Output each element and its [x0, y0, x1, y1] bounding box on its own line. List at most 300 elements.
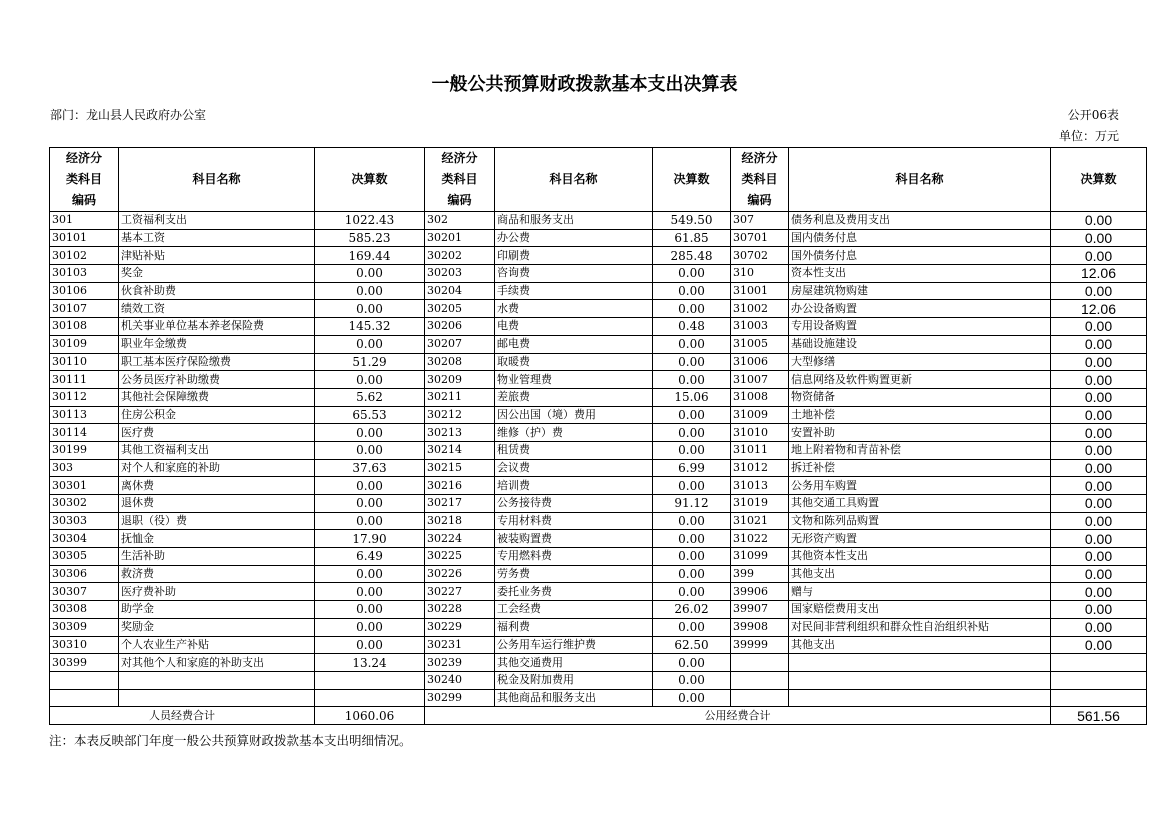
table-header-row: [50, 148, 1147, 212]
name-cell: [119, 689, 315, 707]
name-cell: [789, 689, 1051, 707]
code-cell: 30305: [50, 548, 119, 566]
code-cell: [50, 671, 119, 689]
code-cell: 301: [50, 212, 119, 230]
expenditure-table: [49, 147, 1147, 725]
name-cell: 资本性支出: [789, 265, 1051, 283]
header-amount: 决算数: [1051, 148, 1147, 212]
name-cell: 无形资产购置: [789, 530, 1051, 548]
code-cell: 30102: [50, 247, 119, 265]
amount-cell: 0.00: [1051, 318, 1147, 336]
amount-cell: 0.00: [1051, 212, 1147, 230]
name-cell: 委托业务费: [495, 583, 653, 601]
amount-cell: 0.00: [1051, 601, 1147, 619]
amount-cell: [1051, 654, 1147, 672]
code-cell: 30701: [731, 229, 789, 247]
amount-cell: 0.00: [315, 282, 425, 300]
table-row: [50, 300, 1147, 318]
code-cell: 30229: [425, 618, 495, 636]
name-cell: 物业管理费: [495, 371, 653, 389]
table-row: [50, 601, 1147, 619]
amount-cell: 0.00: [1051, 353, 1147, 371]
amount-cell: [315, 671, 425, 689]
name-cell: 国家赔偿费用支出: [789, 601, 1051, 619]
code-cell: 30203: [425, 265, 495, 283]
code-cell: 30306: [50, 565, 119, 583]
code-cell: 30213: [425, 424, 495, 442]
code-cell: 31021: [731, 512, 789, 530]
name-cell: 维修（护）费: [495, 424, 653, 442]
name-cell: 电费: [495, 318, 653, 336]
code-cell: 30225: [425, 548, 495, 566]
amount-cell: 0.00: [315, 495, 425, 513]
table-row: [50, 565, 1147, 583]
amount-cell: 0.00: [315, 441, 425, 459]
amount-cell: 0.00: [315, 565, 425, 583]
code-cell: 307: [731, 212, 789, 230]
code-cell: 31005: [731, 335, 789, 353]
header-code: 经济分 类科目 编码: [50, 148, 119, 212]
code-cell: 30308: [50, 601, 119, 619]
amount-cell: 0.00: [653, 335, 731, 353]
code-cell: [731, 671, 789, 689]
amount-cell: 0.00: [653, 654, 731, 672]
code-cell: 30215: [425, 459, 495, 477]
table-row: [50, 512, 1147, 530]
name-cell: 福利费: [495, 618, 653, 636]
code-cell: 399: [731, 565, 789, 583]
table-row: [50, 424, 1147, 442]
name-cell: 其他工资福利支出: [119, 441, 315, 459]
code-cell: 30240: [425, 671, 495, 689]
name-cell: 住房公积金: [119, 406, 315, 424]
amount-cell: 0.00: [653, 583, 731, 601]
table-code: 公开06表: [1067, 108, 1119, 122]
unit-label: 单位：万元: [1058, 129, 1119, 143]
name-cell: 地上附着物和青苗补偿: [789, 441, 1051, 459]
code-cell: 31002: [731, 300, 789, 318]
name-cell: 其他支出: [789, 636, 1051, 654]
amount-cell: 0.00: [315, 265, 425, 283]
amount-cell: 549.50: [653, 212, 731, 230]
header-code: 经济分 类科目 编码: [425, 148, 495, 212]
name-cell: 办公费: [495, 229, 653, 247]
name-cell: 债务利息及费用支出: [789, 212, 1051, 230]
amount-cell: 585.23: [315, 229, 425, 247]
amount-cell: 0.00: [1051, 282, 1147, 300]
public-total-label: 公用经费合计: [425, 707, 1051, 725]
code-cell: 30108: [50, 318, 119, 336]
name-cell: 邮电费: [495, 335, 653, 353]
code-cell: 31006: [731, 353, 789, 371]
amount-cell: 0.00: [1051, 424, 1147, 442]
code-cell: 30205: [425, 300, 495, 318]
name-cell: 其他资本性支出: [789, 548, 1051, 566]
name-cell: 差旅费: [495, 388, 653, 406]
code-cell: 30110: [50, 353, 119, 371]
amount-cell: 12.06: [1051, 265, 1147, 283]
code-cell: [731, 689, 789, 707]
code-cell: 30112: [50, 388, 119, 406]
amount-cell: 0.00: [315, 583, 425, 601]
name-cell: 医疗费: [119, 424, 315, 442]
amount-cell: 0.00: [653, 371, 731, 389]
name-cell: 职业年金缴费: [119, 335, 315, 353]
table-row: [50, 406, 1147, 424]
table-row: [50, 282, 1147, 300]
name-cell: [789, 671, 1051, 689]
code-cell: [50, 689, 119, 707]
name-cell: 安置补助: [789, 424, 1051, 442]
amount-cell: 0.00: [1051, 512, 1147, 530]
name-cell: 公务员医疗补助缴费: [119, 371, 315, 389]
code-cell: 31019: [731, 495, 789, 513]
name-cell: 助学金: [119, 601, 315, 619]
amount-cell: 0.00: [653, 548, 731, 566]
amount-cell: 0.00: [653, 424, 731, 442]
name-cell: 绩效工资: [119, 300, 315, 318]
amount-cell: 0.00: [315, 371, 425, 389]
amount-cell: 6.49: [315, 548, 425, 566]
code-cell: 30239: [425, 654, 495, 672]
name-cell: 生活补助: [119, 548, 315, 566]
name-cell: 房屋建筑物购建: [789, 282, 1051, 300]
amount-cell: 0.00: [1051, 495, 1147, 513]
amount-cell: [315, 689, 425, 707]
code-cell: 30303: [50, 512, 119, 530]
table-row: [50, 388, 1147, 406]
amount-cell: 5.62: [315, 388, 425, 406]
header-name: 科目名称: [495, 148, 653, 212]
name-cell: 其他支出: [789, 565, 1051, 583]
name-cell: 租赁费: [495, 441, 653, 459]
code-cell: 31003: [731, 318, 789, 336]
name-cell: 信息网络及软件购置更新: [789, 371, 1051, 389]
amount-cell: 0.00: [315, 601, 425, 619]
code-cell: 30199: [50, 441, 119, 459]
amount-cell: 0.00: [1051, 247, 1147, 265]
code-cell: 30209: [425, 371, 495, 389]
amount-cell: 0.00: [315, 335, 425, 353]
amount-cell: 0.00: [315, 300, 425, 318]
code-cell: 30231: [425, 636, 495, 654]
code-cell: 30304: [50, 530, 119, 548]
amount-cell: 0.00: [1051, 229, 1147, 247]
code-cell: 39908: [731, 618, 789, 636]
department-label: 部门：龙山县人民政府办公室: [50, 108, 207, 122]
code-cell: 30228: [425, 601, 495, 619]
name-cell: 伙食补助费: [119, 282, 315, 300]
name-cell: 对其他个人和家庭的补助支出: [119, 654, 315, 672]
name-cell: 专用燃料费: [495, 548, 653, 566]
amount-cell: 15.06: [653, 388, 731, 406]
table-row: [50, 689, 1147, 707]
code-cell: 30227: [425, 583, 495, 601]
amount-cell: 0.00: [315, 512, 425, 530]
amount-cell: 37.63: [315, 459, 425, 477]
code-cell: 31007: [731, 371, 789, 389]
code-cell: 31009: [731, 406, 789, 424]
code-cell: 31012: [731, 459, 789, 477]
name-cell: 赠与: [789, 583, 1051, 601]
name-cell: 个人农业生产补贴: [119, 636, 315, 654]
code-cell: 31099: [731, 548, 789, 566]
name-cell: 物资储备: [789, 388, 1051, 406]
code-cell: 30702: [731, 247, 789, 265]
name-cell: 文物和陈列品购置: [789, 512, 1051, 530]
personnel-total-value: 1060.06: [315, 707, 425, 725]
name-cell: 公务用车运行维护费: [495, 636, 653, 654]
name-cell: 水费: [495, 300, 653, 318]
header-amount: 决算数: [315, 148, 425, 212]
code-cell: 30111: [50, 371, 119, 389]
name-cell: 对个人和家庭的补助: [119, 459, 315, 477]
name-cell: 其他交通工具购置: [789, 495, 1051, 513]
amount-cell: 0.00: [1051, 530, 1147, 548]
amount-cell: 0.00: [1051, 441, 1147, 459]
amount-cell: 0.00: [315, 424, 425, 442]
table-row: [50, 247, 1147, 265]
code-cell: 31010: [731, 424, 789, 442]
code-cell: 30204: [425, 282, 495, 300]
name-cell: 取暖费: [495, 353, 653, 371]
code-cell: 31008: [731, 388, 789, 406]
table-row: [50, 265, 1147, 283]
amount-cell: 0.00: [1051, 548, 1147, 566]
name-cell: 拆迁补偿: [789, 459, 1051, 477]
amount-cell: 0.00: [1051, 388, 1147, 406]
code-cell: [731, 654, 789, 672]
amount-cell: 0.00: [653, 689, 731, 707]
name-cell: 工会经费: [495, 601, 653, 619]
code-cell: 30202: [425, 247, 495, 265]
code-cell: 30218: [425, 512, 495, 530]
amount-cell: 0.00: [1051, 406, 1147, 424]
code-cell: 30301: [50, 477, 119, 495]
table-row: [50, 318, 1147, 336]
name-cell: 津贴补贴: [119, 247, 315, 265]
table-row: [50, 671, 1147, 689]
name-cell: 商品和服务支出: [495, 212, 653, 230]
name-cell: 工资福利支出: [119, 212, 315, 230]
code-cell: 31001: [731, 282, 789, 300]
name-cell: 公务接待费: [495, 495, 653, 513]
amount-cell: 62.50: [653, 636, 731, 654]
code-cell: 30107: [50, 300, 119, 318]
code-cell: 30307: [50, 583, 119, 601]
table-row: [50, 583, 1147, 601]
name-cell: 基本工资: [119, 229, 315, 247]
amount-cell: 0.00: [1051, 335, 1147, 353]
name-cell: 职工基本医疗保险缴费: [119, 353, 315, 371]
code-cell: 30211: [425, 388, 495, 406]
code-cell: 30208: [425, 353, 495, 371]
amount-cell: 169.44: [315, 247, 425, 265]
amount-cell: 0.00: [1051, 459, 1147, 477]
amount-cell: 61.85: [653, 229, 731, 247]
amount-cell: 0.00: [653, 353, 731, 371]
table-row: [50, 441, 1147, 459]
code-cell: 39999: [731, 636, 789, 654]
amount-cell: 1022.43: [315, 212, 425, 230]
table-row: [50, 636, 1147, 654]
amount-cell: 0.00: [653, 618, 731, 636]
name-cell: 因公出国（境）费用: [495, 406, 653, 424]
name-cell: [119, 671, 315, 689]
name-cell: 国内债务付息: [789, 229, 1051, 247]
code-cell: 30216: [425, 477, 495, 495]
code-cell: 30206: [425, 318, 495, 336]
code-cell: 31013: [731, 477, 789, 495]
table-row: [50, 495, 1147, 513]
code-cell: 310: [731, 265, 789, 283]
name-cell: 对民间非营利组织和群众性自治组织补贴: [789, 618, 1051, 636]
name-cell: 培训费: [495, 477, 653, 495]
amount-cell: 0.00: [653, 477, 731, 495]
code-cell: 30103: [50, 265, 119, 283]
code-cell: 30106: [50, 282, 119, 300]
amount-cell: 0.00: [1051, 477, 1147, 495]
code-cell: 30101: [50, 229, 119, 247]
header-amount: 决算数: [653, 148, 731, 212]
table-row: [50, 477, 1147, 495]
table-row: [50, 212, 1147, 230]
code-cell: 30299: [425, 689, 495, 707]
name-cell: 救济费: [119, 565, 315, 583]
amount-cell: 0.00: [653, 565, 731, 583]
personnel-total-label: 人员经费合计: [50, 707, 315, 725]
amount-cell: 0.00: [653, 530, 731, 548]
name-cell: 专用材料费: [495, 512, 653, 530]
name-cell: 医疗费补助: [119, 583, 315, 601]
name-cell: 公务用车购置: [789, 477, 1051, 495]
amount-cell: 13.24: [315, 654, 425, 672]
footnote: 注：本表反映部门年度一般公共预算财政拨款基本支出明细情况。: [49, 733, 412, 748]
name-cell: 离休费: [119, 477, 315, 495]
header-name: 科目名称: [119, 148, 315, 212]
header-code: 经济分 类科目 编码: [731, 148, 789, 212]
amount-cell: 0.00: [1051, 565, 1147, 583]
table-row: [50, 459, 1147, 477]
code-cell: 30310: [50, 636, 119, 654]
name-cell: 土地补偿: [789, 406, 1051, 424]
code-cell: 30226: [425, 565, 495, 583]
name-cell: 专用设备购置: [789, 318, 1051, 336]
name-cell: 劳务费: [495, 565, 653, 583]
name-cell: 会议费: [495, 459, 653, 477]
amount-cell: 65.53: [315, 406, 425, 424]
code-cell: 30302: [50, 495, 119, 513]
code-cell: 30214: [425, 441, 495, 459]
name-cell: 国外债务付息: [789, 247, 1051, 265]
amount-cell: 0.00: [653, 265, 731, 283]
totals-row: [50, 707, 1147, 725]
name-cell: 其他社会保障缴费: [119, 388, 315, 406]
name-cell: 退职（役）费: [119, 512, 315, 530]
table-row: [50, 335, 1147, 353]
name-cell: 印刷费: [495, 247, 653, 265]
name-cell: 咨询费: [495, 265, 653, 283]
name-cell: 税金及附加费用: [495, 671, 653, 689]
amount-cell: 0.00: [1051, 371, 1147, 389]
name-cell: 办公设备购置: [789, 300, 1051, 318]
code-cell: 30309: [50, 618, 119, 636]
amount-cell: 51.29: [315, 353, 425, 371]
code-cell: 30114: [50, 424, 119, 442]
name-cell: 被装购置费: [495, 530, 653, 548]
table-row: [50, 548, 1147, 566]
amount-cell: 0.48: [653, 318, 731, 336]
name-cell: 退休费: [119, 495, 315, 513]
amount-cell: 17.90: [315, 530, 425, 548]
amount-cell: 0.00: [1051, 583, 1147, 601]
amount-cell: 0.00: [653, 406, 731, 424]
code-cell: 31011: [731, 441, 789, 459]
name-cell: 基础设施建设: [789, 335, 1051, 353]
amount-cell: [1051, 671, 1147, 689]
amount-cell: 0.00: [315, 477, 425, 495]
name-cell: 其他商品和服务支出: [495, 689, 653, 707]
name-cell: 手续费: [495, 282, 653, 300]
table-row: [50, 618, 1147, 636]
table-row: [50, 229, 1147, 247]
amount-cell: 0.00: [653, 671, 731, 689]
name-cell: 机关事业单位基本养老保险费: [119, 318, 315, 336]
code-cell: 30207: [425, 335, 495, 353]
name-cell: 大型修缮: [789, 353, 1051, 371]
amount-cell: 0.00: [653, 300, 731, 318]
table-row: [50, 530, 1147, 548]
code-cell: 30399: [50, 654, 119, 672]
amount-cell: 0.00: [653, 282, 731, 300]
table-row: [50, 353, 1147, 371]
amount-cell: [1051, 689, 1147, 707]
page-title: 一般公共预算财政拨款基本支出决算表: [431, 74, 738, 95]
amount-cell: 0.00: [315, 618, 425, 636]
code-cell: 30212: [425, 406, 495, 424]
amount-cell: 0.00: [1051, 618, 1147, 636]
code-cell: 30217: [425, 495, 495, 513]
amount-cell: 26.02: [653, 601, 731, 619]
code-cell: 39907: [731, 601, 789, 619]
code-cell: 39906: [731, 583, 789, 601]
name-cell: 抚恤金: [119, 530, 315, 548]
code-cell: 30113: [50, 406, 119, 424]
code-cell: 302: [425, 212, 495, 230]
name-cell: 奖励金: [119, 618, 315, 636]
amount-cell: 0.00: [315, 636, 425, 654]
amount-cell: 285.48: [653, 247, 731, 265]
name-cell: 奖金: [119, 265, 315, 283]
amount-cell: 0.00: [1051, 636, 1147, 654]
amount-cell: 0.00: [653, 441, 731, 459]
code-cell: 30224: [425, 530, 495, 548]
code-cell: 31022: [731, 530, 789, 548]
amount-cell: 6.99: [653, 459, 731, 477]
public-total-value: 561.56: [1051, 707, 1147, 725]
amount-cell: 12.06: [1051, 300, 1147, 318]
code-cell: 30201: [425, 229, 495, 247]
table-row: [50, 371, 1147, 389]
code-cell: 303: [50, 459, 119, 477]
amount-cell: 0.00: [653, 512, 731, 530]
table-row: [50, 654, 1147, 672]
amount-cell: 145.32: [315, 318, 425, 336]
amount-cell: 91.12: [653, 495, 731, 513]
name-cell: [789, 654, 1051, 672]
name-cell: 其他交通费用: [495, 654, 653, 672]
header-name: 科目名称: [789, 148, 1051, 212]
